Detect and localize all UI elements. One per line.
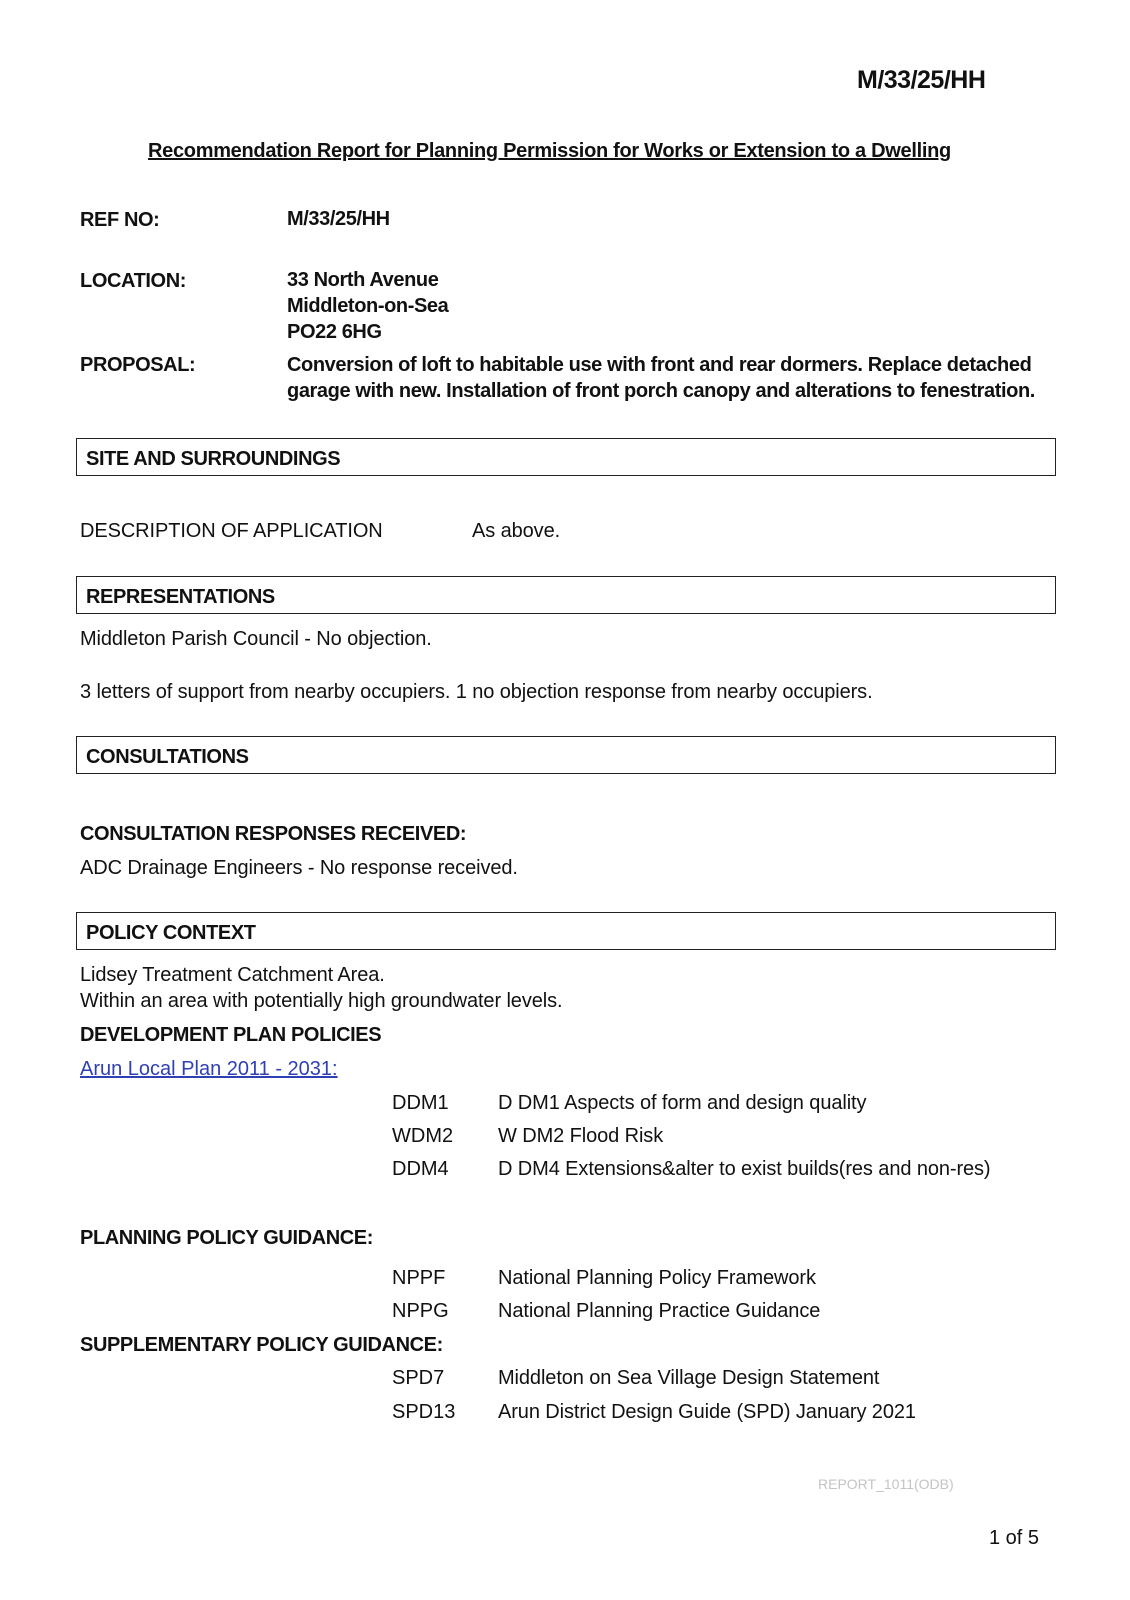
policy-code: DDM1 xyxy=(392,1092,449,1114)
policy-code: DDM4 xyxy=(392,1158,449,1180)
guidance-code: NPPF xyxy=(392,1267,446,1289)
ref-no-value: M/33/25/HH xyxy=(287,208,390,230)
section-heading: POLICY CONTEXT xyxy=(86,922,256,944)
policy-context-line: Lidsey Treatment Catchment Area. xyxy=(80,964,385,986)
section-representations xyxy=(76,576,1056,614)
supplementary-code: SPD7 xyxy=(392,1367,445,1389)
section-heading: SITE AND SURROUNDINGS xyxy=(86,448,341,470)
policy-description: D DM1 Aspects of form and design quality xyxy=(498,1092,867,1114)
proposal-text xyxy=(287,352,1035,404)
development-plan-heading: DEVELOPMENT PLAN POLICIES xyxy=(80,1024,382,1046)
guidance-description: National Planning Policy Framework xyxy=(498,1267,816,1289)
location-line: Middleton-on-Sea xyxy=(287,295,449,317)
supplementary-description: Middleton on Sea Village Design Statement xyxy=(498,1367,880,1389)
location-label: LOCATION: xyxy=(80,270,187,292)
description-value: As above. xyxy=(472,520,561,542)
section-policy-context xyxy=(76,912,1056,950)
supplementary-code: SPD13 xyxy=(392,1401,456,1423)
location-line: PO22 6HG xyxy=(287,321,382,343)
representation-line: 3 letters of support from nearby occupiers. 1 no objection response from nearby occupiers. xyxy=(80,681,873,703)
arun-local-plan-link[interactable]: Arun Local Plan 2011 - 2031: xyxy=(80,1058,338,1080)
policy-description: D DM4 Extensions&alter to exist builds(res and non-res) xyxy=(498,1158,991,1180)
guidance-code: NPPG xyxy=(392,1300,449,1322)
supplementary-description: Arun District Design Guide (SPD) January 2021 xyxy=(498,1401,916,1423)
ref-no-label: REF NO: xyxy=(80,209,160,231)
header-reference: M/33/25/HH xyxy=(857,66,986,94)
planning-policy-guidance-heading: PLANNING POLICY GUIDANCE: xyxy=(80,1227,373,1249)
description-label: DESCRIPTION OF APPLICATION xyxy=(80,520,383,542)
location-line: 33 North Avenue xyxy=(287,269,439,291)
section-heading: CONSULTATIONS xyxy=(86,746,249,768)
policy-code: WDM2 xyxy=(392,1125,454,1147)
consultation-responses-heading: CONSULTATION RESPONSES RECEIVED: xyxy=(80,823,467,845)
section-heading: REPRESENTATIONS xyxy=(86,586,275,608)
proposal-line: garage with new. Installation of front porch canopy and alterations to fenestration. xyxy=(287,380,1035,402)
location-address xyxy=(287,267,448,345)
supplementary-guidance-heading: SUPPLEMENTARY POLICY GUIDANCE: xyxy=(80,1334,443,1356)
policy-context-line: Within an area with potentially high groundwater levels. xyxy=(80,990,563,1012)
guidance-description: National Planning Practice Guidance xyxy=(498,1300,821,1322)
section-consultations xyxy=(76,736,1056,774)
representation-line: Middleton Parish Council - No objection. xyxy=(80,628,432,650)
page-number: 1 of 5 xyxy=(989,1527,1040,1549)
section-site-and-surroundings xyxy=(76,438,1056,476)
policy-description: W DM2 Flood Risk xyxy=(498,1125,664,1147)
proposal-line: Conversion of loft to habitable use with front and rear dormers. Replace detached xyxy=(287,354,1032,376)
proposal-label: PROPOSAL: xyxy=(80,354,196,376)
report-code: REPORT_1011(ODB) xyxy=(818,1476,954,1492)
report-title: Recommendation Report for Planning Permission for Works or Extension to a Dwelling xyxy=(148,140,951,162)
consultation-response: ADC Drainage Engineers - No response received. xyxy=(80,857,518,879)
